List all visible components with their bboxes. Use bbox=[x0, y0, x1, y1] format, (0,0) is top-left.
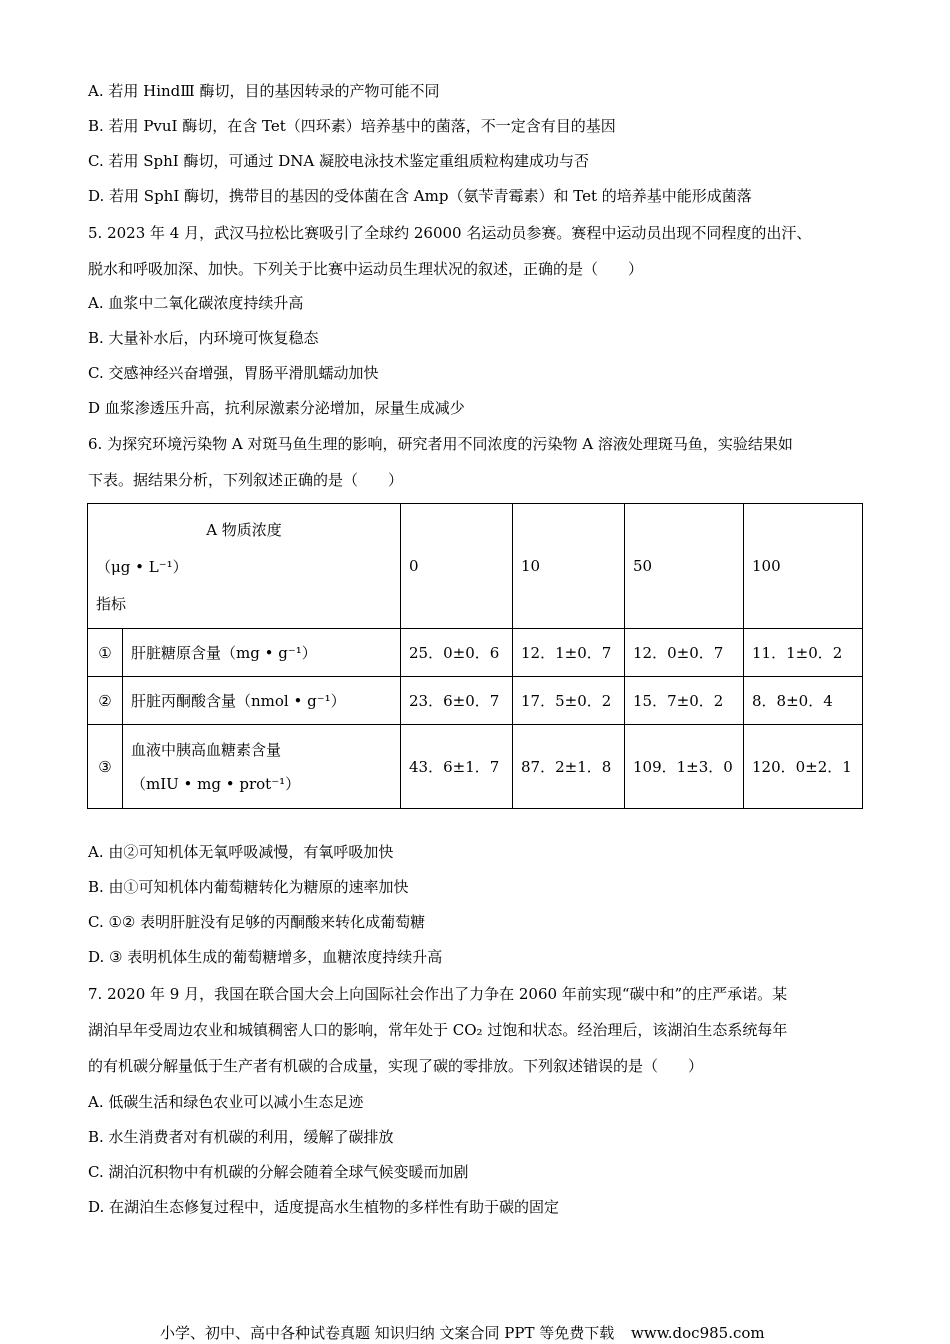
q7-option-c: C. 湖泊沉积物中有机碳的分解会随着全球气候变暖而加剧 bbox=[88, 1163, 469, 1181]
table-cell: 43．6±1．7 bbox=[401, 725, 513, 809]
row-label: 肝脏丙酮酸含量（nmol • g⁻¹） bbox=[123, 677, 401, 725]
row-label-line1: 血液中胰高血糖素含量 bbox=[131, 740, 282, 759]
table-header-conc: 10 bbox=[513, 504, 625, 629]
table-cell: 109．1±3．0 bbox=[625, 725, 744, 809]
table-header-conc: 50 bbox=[625, 504, 744, 629]
q5-option-d: D 血浆渗透压升高，抗利尿激素分泌增加，尿量生成减少 bbox=[88, 399, 465, 417]
q7-stem-line1: 7. 2020 年 9 月，我国在联合国大会上向国际社会作出了力争在 2060 年前实现“碳中和”的庄严承诺。某 bbox=[88, 985, 788, 1003]
q6-option-a: A. 由②可知机体无氧呼吸减慢，有氧呼吸加快 bbox=[88, 843, 394, 861]
header-indicator: 指标 bbox=[96, 595, 127, 613]
q6-option-c: C. ①② 表明肝脏没有足够的丙酮酸来转化成葡萄糖 bbox=[88, 913, 426, 931]
q6-data-table bbox=[87, 503, 863, 809]
row-number: ① bbox=[88, 629, 123, 677]
table-row bbox=[88, 725, 863, 809]
q5-option-b: B. 大量补水后，内环境可恢复稳态 bbox=[88, 329, 319, 347]
table-header-conc: 100 bbox=[744, 504, 863, 629]
q5-stem-line2: 脱水和呼吸加深、加快。下列关于比赛中运动员生理状况的叙述，正确的是（ ） bbox=[88, 260, 644, 278]
table-row bbox=[88, 677, 863, 725]
table-cell: 120．0±2．1 bbox=[744, 725, 863, 809]
table-cell: 17．5±0．2 bbox=[513, 677, 625, 725]
table-cell: 15．7±0．2 bbox=[625, 677, 744, 725]
q6-option-d: D. ③ 表明机体生成的葡萄糖增多，血糖浓度持续升高 bbox=[88, 948, 443, 966]
table-cell: 8．8±0．4 bbox=[744, 677, 863, 725]
q5-option-c: C. 交感神经兴奋增强，胃肠平滑肌蠕动加快 bbox=[88, 364, 379, 382]
table-header-conc: 0 bbox=[401, 504, 513, 629]
footer-text: 小学、初中、高中各种试卷真题 知识归纳 文案合同 PPT 等免费下载 bbox=[160, 1324, 615, 1342]
q7-option-b: B. 水生消费者对有机碳的利用，缓解了碳排放 bbox=[88, 1128, 394, 1146]
table-header-cell bbox=[88, 504, 401, 629]
table-cell: 11．1±0．2 bbox=[744, 629, 863, 677]
header-unit: （μg • L⁻¹） bbox=[96, 558, 188, 576]
table-cell: 87．2±1．8 bbox=[513, 725, 625, 809]
table-cell: 25．0±0．6 bbox=[401, 629, 513, 677]
q4-option-b: B. 若用 PvuⅠ 酶切，在含 Tet（四环素）培养基中的菌落，不一定含有目的基因 bbox=[88, 117, 616, 135]
q4-option-a: A. 若用 HindⅢ 酶切，目的基因转录的产物可能不同 bbox=[88, 82, 440, 100]
table-cell: 12．0±0．7 bbox=[625, 629, 744, 677]
row-number: ② bbox=[88, 677, 123, 725]
q7-stem-line2: 湖泊早年受周边农业和城镇稠密人口的影响，常年处于 CO₂ 过饱和状态。经治理后，该湖泊生态系统每年 bbox=[88, 1021, 788, 1039]
q7-option-a: A. 低碳生活和绿色农业可以减小生态足迹 bbox=[88, 1093, 364, 1111]
row-label: 肝脏糖原含量（mg • g⁻¹） bbox=[123, 629, 401, 677]
page-footer bbox=[160, 1322, 777, 1343]
q6-option-b: B. 由①可知机体内葡萄糖转化为糖原的速率加快 bbox=[88, 878, 409, 896]
q5-option-a: A. 血浆中二氧化碳浓度持续升高 bbox=[88, 294, 304, 312]
q5-stem-line1: 5. 2023 年 4 月，武汉马拉松比赛吸引了全球约 26000 名运动员参赛。赛程中运动员出现不同程度的出汗、 bbox=[88, 224, 812, 242]
table-header-row bbox=[88, 504, 863, 629]
footer-link[interactable]: www.doc985.com bbox=[631, 1324, 765, 1342]
q6-stem-line1: 6. 为探究环境污染物 A 对斑马鱼生理的影响，研究者用不同浓度的污染物 A 溶液处理斑马鱼，实验结果如 bbox=[88, 435, 793, 453]
row-label-line2: （mIU • mg • prot⁻¹） bbox=[131, 774, 301, 793]
table-row bbox=[88, 629, 863, 677]
row-label bbox=[123, 725, 401, 809]
q7-option-d: D. 在湖泊生态修复过程中，适度提高水生植物的多样性有助于碳的固定 bbox=[88, 1198, 560, 1216]
q4-option-d: D. 若用 SphⅠ 酶切，携带目的基因的受体菌在含 Amp（氨苄青霉素）和 Tet 的培养基中能形成菌落 bbox=[88, 187, 752, 205]
q6-stem-line2: 下表。据结果分析，下列叙述正确的是（ ） bbox=[88, 471, 404, 489]
table-cell: 12．1±0．7 bbox=[513, 629, 625, 677]
table-cell: 23．6±0．7 bbox=[401, 677, 513, 725]
row-number: ③ bbox=[88, 725, 123, 809]
header-concentration: A 物质浓度 bbox=[206, 521, 282, 539]
q7-stem-line3: 的有机碳分解量低于生产者有机碳的合成量，实现了碳的零排放。下列叙述错误的是（ ） bbox=[88, 1057, 704, 1075]
q4-option-c: C. 若用 SphⅠ 酶切，可通过 DNA 凝胶电泳技术鉴定重组质粒构建成功与否 bbox=[88, 152, 590, 170]
